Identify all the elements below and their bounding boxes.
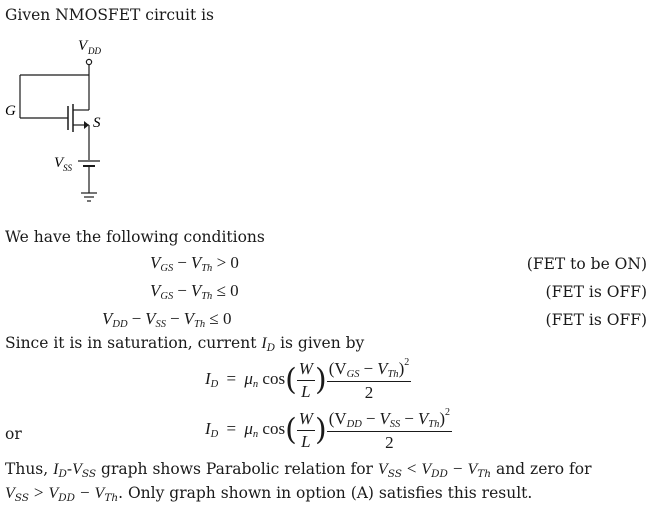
source-label: S — [93, 115, 101, 131]
conclusion-line-2: $V_{SS} > V_{DD} - V_{Th}$. Only graph shown in option (A) satisfies this result. — [5, 483, 533, 504]
gate-label: G — [5, 103, 16, 119]
condition-2-expr: $V_{GS} - V_{Th} \le 0$ — [150, 281, 239, 302]
source-arrow-icon — [84, 121, 89, 129]
saturation-text: Since it is in saturation, current $I_D$ is given by — [5, 334, 365, 354]
condition-1-note: (FET to be ON) — [526, 255, 647, 273]
saturation-equation-1: $I_D = \mu_n$ cos( $\frac{W}{L}$ ) $\frac{(V_{GS} - V_{Th})^2}{2}$ — [205, 357, 410, 402]
condition-2-note: (FET is OFF) — [545, 283, 647, 301]
vss-label: V — [54, 155, 64, 171]
or-label: or — [5, 425, 22, 443]
condition-3-note: (FET is OFF) — [545, 311, 647, 329]
condition-1-expr: $V_{GS} - V_{Th} > 0$ — [150, 253, 239, 274]
conditions-intro: We have the following conditions — [5, 228, 265, 246]
saturation-equation-2: $I_D = \mu_n$ cos( $\frac{W}{L}$ ) $\frac{(V_{DD} - V_{SS} - V_{Th})^2}{2}$ — [205, 407, 451, 452]
intro-text: Given NMOSFET circuit is — [5, 6, 215, 24]
conclusion-line-1: Thus, $I_D-V_{SS}$ graph shows Parabolic relation for $V_{SS} < V_{DD} - V_{Th}$ and zero for — [5, 459, 592, 480]
nmosfet-circuit-diagram — [0, 30, 130, 210]
vdd-label: V — [78, 38, 88, 54]
vss-sub-label: SS — [63, 163, 72, 173]
vdd-terminal-icon — [86, 59, 91, 64]
vdd-sub-label: DD — [88, 46, 101, 56]
condition-3-expr: $V_{DD} - V_{SS} - V_{Th} \le 0$ — [102, 309, 232, 330]
